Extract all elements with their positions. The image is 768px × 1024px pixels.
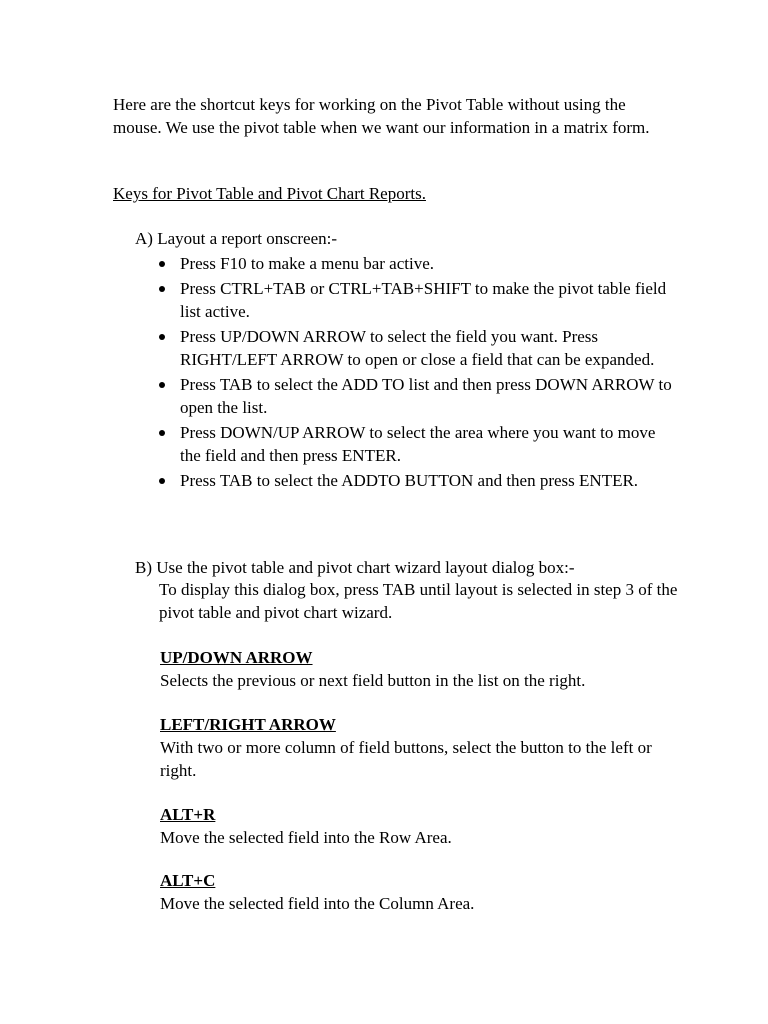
key-title: UP/DOWN ARROW [160, 648, 313, 667]
section-b-body: To display this dialog box, press TAB until layout is selected in step 3 of the pivot table and pivot chart wizard. [159, 580, 678, 622]
section-heading: Keys for Pivot Table and Pivot Chart Reports. [113, 184, 426, 203]
bullet-item [135, 373, 675, 419]
bullet-text: Press DOWN/UP ARROW to select the area where you want to move the field and then press ENTER. [180, 423, 656, 465]
bullet-item [135, 469, 675, 492]
bullet-icon [159, 286, 165, 292]
bullet-text: Press CTRL+TAB or CTRL+TAB+SHIFT to make the pivot table field list active. [180, 279, 667, 321]
bullet-item [135, 421, 675, 467]
bullet-item [135, 325, 675, 371]
bullet-icon [159, 334, 165, 340]
section-b [135, 557, 695, 624]
intro-paragraph: Here are the shortcut keys for working on the Pivot Table without using the mouse. We use the pivot table when we want our information in a matrix form. [113, 95, 650, 137]
key-entry-alt-c [160, 870, 680, 915]
bullet-icon [159, 478, 165, 484]
key-title: LEFT/RIGHT ARROW [160, 715, 336, 734]
key-entry-up-down [160, 647, 680, 692]
bullet-text: Press TAB to select the ADDTO BUTTON and then press ENTER. [180, 471, 639, 490]
bullet-icon [159, 261, 165, 267]
section-b-label: B) Use the pivot table and pivot chart wizard layout dialog box:- [135, 558, 575, 577]
section-a [135, 228, 675, 494]
bullet-text: Press UP/DOWN ARROW to select the field you want. Press RIGHT/LEFT ARROW to open or close a field that can be expanded. [180, 327, 655, 369]
key-description: Move the selected field into the Row Area. [160, 828, 452, 847]
bullet-text: Press TAB to select the ADD TO list and then press DOWN ARROW to open the list. [180, 375, 672, 417]
key-entry-left-right [160, 714, 680, 782]
key-description: Move the selected field into the Column Area. [160, 894, 475, 913]
bullet-icon [159, 430, 165, 436]
bullet-item [135, 252, 675, 275]
bullet-item [135, 277, 675, 323]
key-entry-alt-r [160, 804, 680, 849]
key-description: Selects the previous or next field button in the list on the right. [160, 671, 586, 690]
section-a-bullet-list [135, 252, 675, 492]
key-title: ALT+R [160, 805, 216, 824]
key-description: With two or more column of field buttons, select the button to the left or right. [160, 738, 652, 780]
section-a-label: A) Layout a report onscreen:- [135, 229, 338, 248]
bullet-text: Press F10 to make a menu bar active. [180, 254, 434, 273]
key-title: ALT+C [160, 871, 216, 890]
bullet-icon [159, 382, 165, 388]
